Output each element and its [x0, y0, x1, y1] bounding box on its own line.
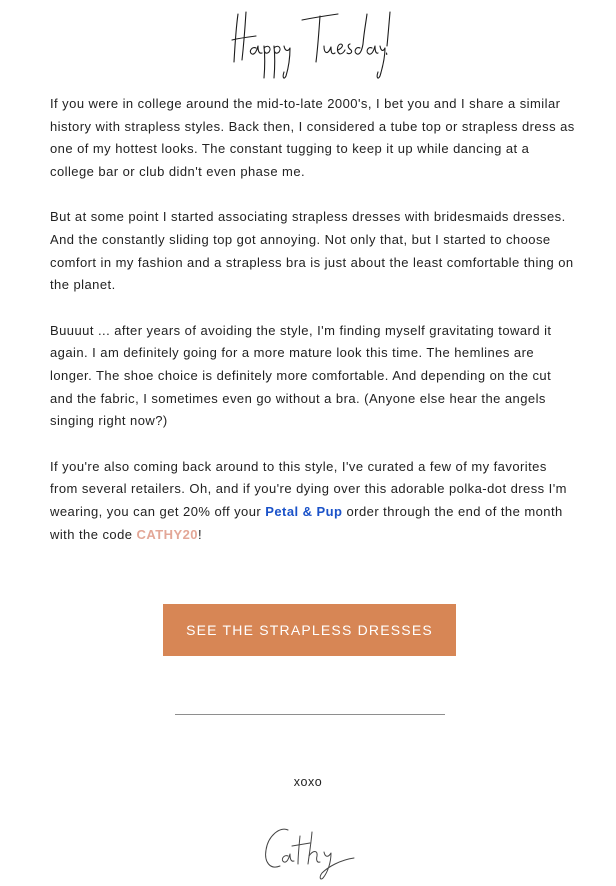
promo-code: CATHY20	[136, 526, 198, 542]
divider	[175, 714, 445, 715]
paragraph-4-end-text: !	[197, 526, 202, 542]
happy-tuesday-script-header	[220, 4, 396, 84]
signoff-xoxo: xoxo	[293, 775, 323, 789]
email-body	[50, 93, 576, 569]
paragraph-1: If you were in college around the mid-to-late 2000's, I bet you and I share a similar history with strapless styles. Back then, I considered a tube top or strapless dress as one of my hottest looks. The constant tugging to keep it up while dancing at a college bar or club didn't even phase me.	[50, 96, 575, 179]
cathy-signature	[258, 822, 362, 882]
paragraph-3: Buuuut ... after years of avoiding the style, I'm finding myself gravitating toward it again. I am definitely going for a more mature look this time. The hemlines are longer. The shoe choice is definitely more comfortable. And depending on the cut and the fabric, I sometimes even go without a bra. (Anyone else hear the angels singing right now?)	[50, 322, 552, 429]
paragraph-4-text: If you're also coming back around to this style, I've curated a few of my favorites from several retailers. Oh, and if you're dying over this adorable polka-dot dress I'm wearing, you can get 20% off your	[50, 458, 567, 519]
paragraph-4-middle-text: order through the end of the month with the code	[50, 503, 563, 542]
paragraph-4	[50, 456, 576, 546]
paragraph-2: But at some point I started associating strapless dresses with bridesmaids dresses. And the constantly sliding top got annoying. Not only that, but I started to choose comfort in my fashion and a strapless bra is just about the least comfortable thing on the planet.	[50, 209, 574, 293]
petal-and-pup-link[interactable]: Petal & Pup	[265, 503, 343, 519]
see-strapless-dresses-button[interactable]: SEE THE STRAPLESS DRESSES	[163, 604, 456, 656]
